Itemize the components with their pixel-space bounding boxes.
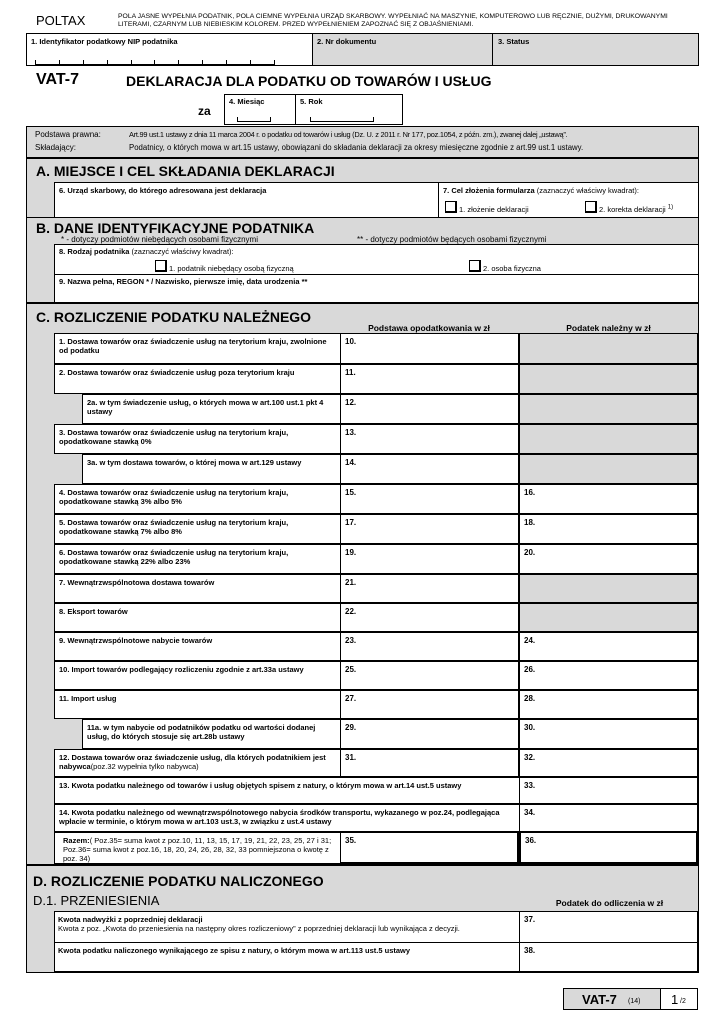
field-36[interactable]: [519, 832, 698, 864]
month-label: 4. Miesiąc: [229, 97, 265, 106]
field-24[interactable]: [519, 632, 698, 661]
empty-tax-cell: [519, 333, 698, 364]
taxpayer-type-field: [54, 244, 698, 275]
status-label: 3. Status: [498, 37, 530, 46]
field-30[interactable]: [519, 719, 698, 749]
section-c-title: C. ROZLICZENIE PODATKU NALEŻNEGO: [36, 309, 312, 325]
taxpayer-option-person[interactable]: [469, 260, 541, 273]
section-d1-title: D.1. PRZENIESIENIA: [33, 893, 160, 908]
field-number: 16.: [524, 488, 536, 497]
filer-label: Składający:: [35, 143, 76, 152]
submit-option-label: 1. złożenie deklaracji: [459, 205, 529, 214]
field-20[interactable]: [519, 544, 698, 574]
prev-surplus-label-cell: [54, 911, 519, 943]
total-label-bold: Razem:: [63, 836, 90, 845]
purpose-hint: (zaznaczyć właściwy kwadrat):: [536, 186, 639, 195]
entity-checkbox[interactable]: [155, 260, 167, 272]
total-label: [63, 836, 335, 863]
row-label-cell: [82, 719, 340, 749]
field-22[interactable]: [340, 603, 519, 632]
field-number: 20.: [524, 548, 536, 557]
field-27[interactable]: [340, 690, 519, 719]
purpose-label: [443, 186, 639, 195]
person-checkbox[interactable]: [469, 260, 481, 272]
field-number: 33.: [524, 781, 536, 790]
field-number: 21.: [345, 578, 357, 587]
empty-tax-cell: [519, 603, 698, 632]
field-25[interactable]: [340, 661, 519, 690]
field-number: 34.: [524, 808, 536, 817]
month-ticks: [237, 117, 271, 122]
year-label: 5. Rok: [300, 97, 323, 106]
year-ticks: [310, 117, 374, 122]
row-label-cell: [82, 454, 340, 484]
taxpayer-type-text: 8. Rodzaj podatnika: [59, 247, 130, 256]
field-11[interactable]: [340, 364, 519, 394]
year-field[interactable]: [295, 94, 403, 125]
field-10[interactable]: [340, 333, 519, 364]
entity-option-label: 1. podatnik niebędący osobą fizyczną: [169, 264, 294, 273]
field-38-number: 38.: [524, 946, 536, 955]
row-label-cell: [54, 333, 340, 364]
row-label: 5. Dostawa towarów oraz świadczenie usług na terytorium kraju, opodatkowane stawką 7% albo 8%: [59, 518, 289, 536]
row-label: 4. Dostawa towarów oraz świadczenie usług na terytorium kraju, opodatkowane stawką 3% albo 5%: [59, 488, 289, 506]
col-header-base: Podstawa opodatkowania w zł: [368, 323, 490, 333]
doc-number-field: [313, 34, 493, 65]
field-29[interactable]: [340, 719, 519, 749]
empty-tax-cell: [519, 454, 698, 484]
taxpayer-name-field[interactable]: [54, 274, 698, 302]
row-label: 13. Kwota podatku należnego od towarów i usług objętych spisem z natury, o którym mowa w art.14 ust.5 ustawy: [59, 781, 462, 790]
row-label-cell: [54, 690, 340, 719]
taxpayer-option-entity[interactable]: [155, 260, 294, 273]
field-15[interactable]: [340, 484, 519, 514]
row-label: 12. Dostawa towarów oraz świadczenie usług, dla których podatnikiem jest nabywca(poz.32 wypełnia tylko nabywca): [59, 753, 326, 771]
footer-form-code: VAT-7: [582, 992, 617, 1007]
row-label: 7. Wewnątrzwspólnotowa dostawa towarów: [59, 578, 215, 587]
row-label: 6. Dostawa towarów oraz świadczenie usług na terytorium kraju, opodatkowane stawką 22% albo 23%: [59, 548, 289, 566]
field-number: 25.: [345, 665, 357, 674]
field-number: 23.: [345, 636, 357, 645]
row-label: 8. Eksport towarów: [59, 607, 128, 616]
field-number: 12.: [345, 398, 357, 407]
purpose-option-submit[interactable]: [445, 201, 529, 214]
row-label-cell: [54, 632, 340, 661]
nip-digit-ticks: [35, 60, 275, 65]
row-label-cell: [82, 394, 340, 424]
field-number: 17.: [345, 518, 357, 527]
inventory-label-cell: [54, 942, 519, 972]
row-label-cell: [54, 603, 340, 632]
field-33[interactable]: [519, 777, 698, 804]
field-number: 35.: [345, 836, 357, 845]
footer-form-code-box: [563, 988, 661, 1010]
section-b-title: B. DANE IDENTYFIKACYJNE PODATNIKA: [36, 220, 315, 236]
total-label-cell: [54, 832, 340, 864]
row-label-cell: [54, 749, 340, 777]
empty-tax-cell: [519, 424, 698, 454]
row-label-cell: [54, 424, 340, 454]
field-number: 30.: [524, 723, 536, 732]
row-label-cell: [54, 544, 340, 574]
row-label: 9. Wewnątrzwspólnotowe nabycie towarów: [59, 636, 213, 645]
empty-tax-cell: [519, 364, 698, 394]
purpose-option-correction[interactable]: [585, 201, 673, 214]
row-label: 2. Dostawa towarów oraz świadczenie usług poza terytorium kraju: [59, 368, 295, 377]
row-label-cell: [54, 661, 340, 690]
field-number: 18.: [524, 518, 536, 527]
field-number: 28.: [524, 694, 536, 703]
field-18[interactable]: [519, 514, 698, 544]
prev-surplus-text: Kwota z poz. „Kwota do przeniesienia na następny okres rozliczeniowy” z poprzedniej deklaracji lub wynikająca z decyzji.: [58, 924, 460, 933]
purpose-field: [439, 182, 698, 217]
row-label: 14. Kwota podatku należnego od wewnątrzwspólnotowego nabycia środków transportu, wykazanego w poz.24, podlegająca wpłacie w terminie, o którym mowa w art.103 ust.3, w związku z ust.4 ustawy: [59, 808, 500, 826]
nip-field-label: 1. Identyfikator podatkowy NIP podatnika: [31, 37, 178, 46]
fill-instructions: POLA JASNE WYPEŁNIA PODATNIK, POLA CIEMNE WYPEŁNIA URZĄD SKARBOWY. WYPEŁNIAĆ NA MASZYNIE, KOMPUTEROWO LUB RĘCZNIE, DUŻYMI, DRUKOWANYMI LITERAMI, CZARNYM LUB NIEBIESKIM KOLOREM. PRZED WYPEŁNIENIEM ZAPOZNAĆ SIĘ Z OBJAŚNIENIAMI.: [118, 13, 668, 28]
row-label: 11. Import usług: [59, 694, 117, 703]
footer-page-number: 1: [671, 992, 679, 1007]
prev-surplus-title: Kwota nadwyżki z poprzedniej deklaracji: [58, 915, 203, 924]
field-number: 31.: [345, 753, 357, 762]
field-21[interactable]: [340, 574, 519, 603]
legal-basis-label: Podstawa prawna:: [35, 130, 101, 139]
taxpayer-type-label: [59, 247, 234, 256]
row-label: 10. Import towarów podlegający rozliczeniu zgodnie z art.33a ustawy: [59, 665, 304, 674]
field-28[interactable]: [519, 690, 698, 719]
tax-office-label: 6. Urząd skarbowy, do którego adresowana jest deklaracja: [59, 186, 267, 195]
col-header-tax: Podatek należny w zł: [566, 323, 651, 333]
person-option-label: 2. osoba fizyczna: [483, 264, 541, 273]
row-label-cell: [54, 804, 519, 832]
field-37[interactable]: [519, 911, 698, 943]
submit-checkbox[interactable]: [445, 201, 457, 213]
nip-field[interactable]: [27, 34, 313, 65]
row-label-cell: [54, 484, 340, 514]
field-number: 15.: [345, 488, 357, 497]
doc-number-label: 2. Nr dokumentu: [317, 37, 377, 46]
field-37-number: 37.: [524, 915, 536, 924]
col-header-deduct: Podatek do odliczenia w zł: [555, 898, 664, 908]
correction-note-ref: 1): [667, 204, 674, 211]
section-b-note-2: ** - dotyczy podmiotów będących osobami fizycznymi: [357, 235, 547, 244]
period-za-label: za: [198, 104, 211, 118]
footer-page-total: /2: [680, 998, 686, 1005]
field-16[interactable]: [519, 484, 698, 514]
row-label: 2a. w tym świadczenie usług, o których mowa w art.100 ust.1 pkt 4 ustawy: [87, 398, 324, 416]
section-b-note-1: * - dotyczy podmiotów niebędących osobami fizycznymi: [61, 235, 258, 244]
field-number: 24.: [524, 636, 536, 645]
footer-page-box: [660, 988, 698, 1010]
field-number: 14.: [345, 458, 357, 467]
field-13[interactable]: [340, 424, 519, 454]
field-number: 32.: [524, 753, 536, 762]
field-23[interactable]: [340, 632, 519, 661]
field-26[interactable]: [519, 661, 698, 690]
field-19[interactable]: [340, 544, 519, 574]
purpose-label-text: 7. Cel złożenia formularza: [443, 186, 535, 195]
inventory-title: Kwota podatku naliczonego wynikającego ze spisu z natury, o którym mowa w art.113 ust.5 ustawy: [58, 946, 411, 955]
legal-basis-text: Art.99 ust.1 ustawy z dnia 11 marca 2004 r. o podatku od towarów i usług (Dz. U. z 2011 r. Nr 177, poz.1054, z późn. zm.), zwanej dalej „ustawą”.: [129, 130, 568, 139]
month-field[interactable]: [224, 94, 296, 125]
empty-tax-cell: [519, 394, 698, 424]
form-title: DEKLARACJA DLA PODATKU OD TOWARÓW I USŁUG: [126, 73, 492, 89]
row-label: 3. Dostawa towarów oraz świadczenie usług na terytorium kraju, opodatkowane stawką 0%: [59, 428, 289, 446]
field-35[interactable]: [340, 832, 519, 864]
field-number: 22.: [345, 607, 357, 616]
field-34[interactable]: [519, 804, 698, 832]
field-31[interactable]: [340, 749, 519, 777]
brand-label: POLTAX: [36, 13, 86, 28]
field-number: 29.: [345, 723, 357, 732]
row-label-cell: [54, 574, 340, 603]
correction-checkbox[interactable]: [585, 201, 597, 213]
field-number: 11.: [345, 368, 356, 377]
field-number: 13.: [345, 428, 357, 437]
field-number: 19.: [345, 548, 357, 557]
row-label-cell: [54, 364, 340, 394]
row-label: 1. Dostawa towarów oraz świadczenie usług na terytorium kraju, zwolnione od podatku: [59, 337, 327, 355]
filer-text: Podatnicy, o których mowa w art.15 ustawy, obowiązani do składania deklaracji za okresy miesięczne zgodnie z art.99 ust.1 ustawy.: [129, 143, 584, 152]
form-code: VAT-7: [36, 71, 79, 88]
section-d-title: D. ROZLICZENIE PODATKU NALICZONEGO: [33, 873, 324, 889]
section-a-title: A. MIEJSCE I CEL SKŁADANIA DEKLARACJI: [36, 163, 335, 179]
row-label: 11a. w tym nabycie od podatników podatku od wartości dodanej usług, do których stosuje się art.28b ustawy: [87, 723, 316, 741]
taxpayer-name-label: 9. Nazwa pełna, REGON * / Nazwisko, pierwsze imię, data urodzenia **: [59, 277, 308, 286]
footer-version: (14): [628, 998, 641, 1005]
tax-office-field[interactable]: [54, 182, 439, 217]
row-label-extra: (poz.32 wypełnia tylko nabywca): [90, 762, 199, 771]
correction-option-label: 2. korekta deklaracji: [599, 205, 666, 214]
field-12[interactable]: [340, 394, 519, 424]
status-field: [494, 34, 698, 65]
field-number: 10.: [345, 337, 357, 346]
field-32[interactable]: [519, 749, 698, 777]
legal-basis-box: [26, 126, 699, 158]
empty-tax-cell: [519, 574, 698, 603]
field-number: 26.: [524, 665, 536, 674]
field-17[interactable]: [340, 514, 519, 544]
taxpayer-type-hint: (zaznaczyć właściwy kwadrat):: [131, 247, 234, 256]
field-number: 27.: [345, 694, 357, 703]
total-label-text: ( Poz.35= suma kwot z poz.10, 11, 13, 15, 17, 19, 21, 22, 23, 25, 27 i 31; Poz.36= suma kwot z poz.16, 18, 20, 24, 26, 28, 32, 33 pomniejszona o kwotę z poz. 34): [63, 836, 332, 863]
field-number: 36.: [525, 836, 537, 845]
field-38[interactable]: [519, 942, 698, 972]
row-label-cell: [54, 777, 519, 804]
row-label: 3a. w tym dostawa towarów, o której mowa w art.129 ustawy: [87, 458, 302, 467]
field-14[interactable]: [340, 454, 519, 484]
row-label-cell: [54, 514, 340, 544]
